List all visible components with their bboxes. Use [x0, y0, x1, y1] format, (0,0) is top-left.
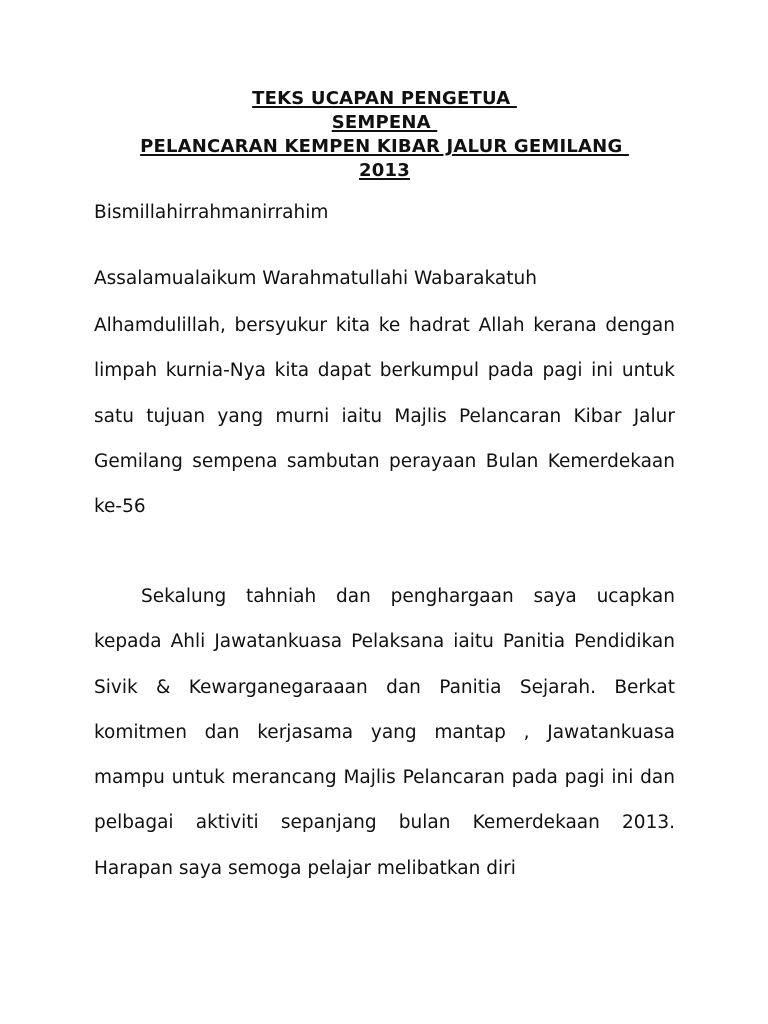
title-line-1: TEKS UCAPAN PENGETUA — [252, 88, 517, 109]
document-title — [94, 87, 675, 183]
greeting-line: Assalamualaikum Warahmatullahi Wabarakatuh — [94, 268, 537, 289]
opening-line: Bismillahirrahmanirrahim — [94, 202, 329, 223]
title-line-4: 2013 — [359, 160, 410, 181]
paragraph-1: Alhamdulillah, bersyukur kita ke hadrat Allah kerana dengan limpah kurnia-Nya kita dapat berkumpul pada pagi ini untuk satu tujuan yang murni iaitu Majlis Pelancaran Kibar Jalur Gemilang sempena sambutan perayaan Bulan Kemerdekaan ke-56 — [94, 315, 675, 518]
paragraph-2: Sekalung tahniah dan penghargaan saya ucapkan kepada Ahli Jawatankuasa Pelaksana iaitu Panitia Pendidikan Sivik & Kewarganegaraaan dan Panitia Sejarah. Berkat komitmen dan kerjasama yang mantap , Jawatankuasa mampu untuk merancang Majlis Pelancaran pada pagi ini dan pelbagai aktiviti sepanjang bulan Kemerdekaan 2013. Harapan saya semoga pelajar melibatkan diri — [94, 586, 675, 879]
title-line-3: PELANCARAN KEMPEN KIBAR JALUR GEMILANG — [140, 136, 629, 157]
title-line-2: SEMPENA — [331, 112, 438, 133]
